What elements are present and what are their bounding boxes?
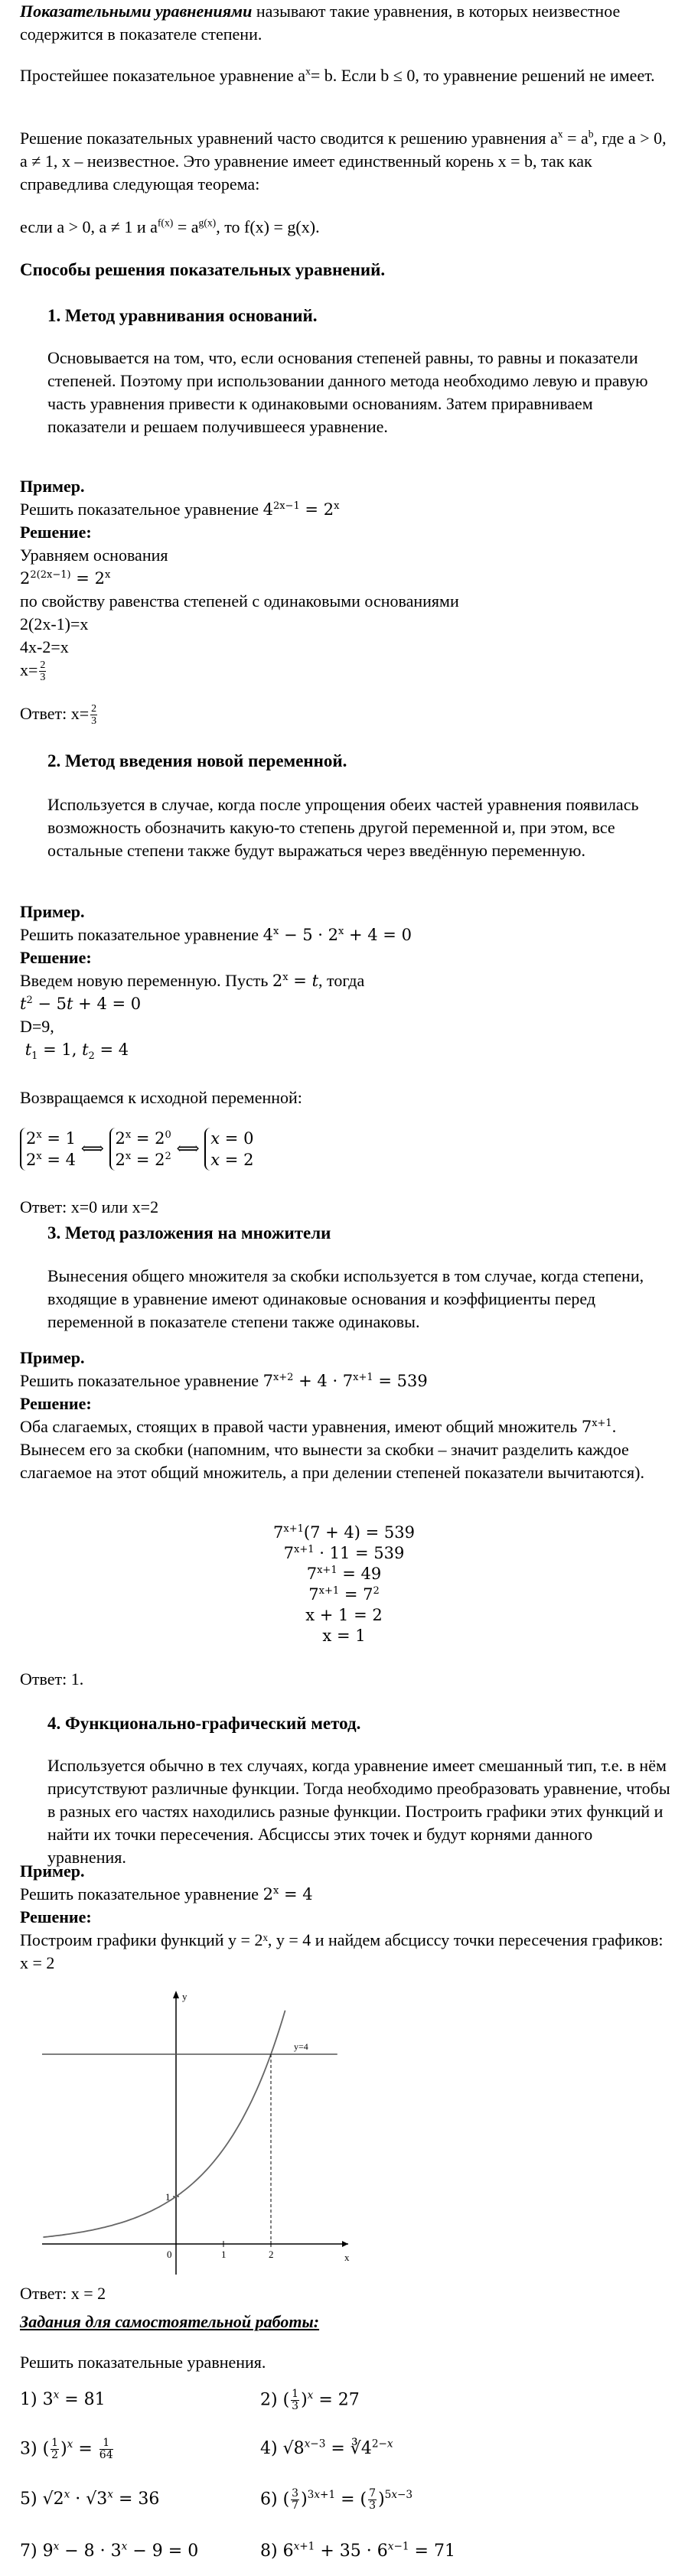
simplest-text-b: = b. Если b ≤ 0, то уравнение решений не имеет. [310, 66, 655, 85]
method1-heading: 1. Метод уравнивания оснований. [47, 306, 318, 325]
theorem-line: если a > 0, a ≠ 1 и $a^{f(x)} = a^{g(x)}$, то f(x) = g(x). [20, 217, 320, 236]
method4-equation: $2^x = 4$ [262, 1885, 313, 1904]
method3-line1: $7^{x+1}(7 + 4) = 539$ [273, 1523, 415, 1542]
method3-equation: $7^{x+2} + 4 \cdot 7^{x+1} = 539$ [262, 1372, 428, 1390]
method3-example-label: Пример. [20, 1348, 85, 1367]
method3-task-text: Решить показательное уравнение [20, 1371, 263, 1390]
simplest-text-a: Простейшее показательное уравнение a [20, 66, 306, 85]
method2-step1: Введем новую переменную. Пусть $2^x = t$, тогда [20, 971, 365, 990]
method3-expl-2: . Вынесем его за скобки (напомним, что вынести за скобки – значит разделить каждое слагаемое на этот общий множитель, а при делении степеней показатели вычитаются). [20, 1417, 644, 1482]
method3-line6: x = 1 [322, 1627, 366, 1645]
method2-answer: Ответ: x=0 или x=2 [20, 1197, 159, 1216]
reduce-paragraph: Решение показательных уравнений часто сводится к решению уравнения $a^x = a^b$, где a > 0, a ≠ 1, x – неизвестное. Это уравнение имеет единственный корень x = b, так как справедлива следующая теорема: [20, 128, 667, 194]
exercise-4: 4) $√8^{x-3}$ = $∛4^{2-x}$ [260, 2438, 393, 2458]
method3-solution-label: Решение: [20, 1394, 92, 1413]
term: Показательными уравнениями [20, 2, 253, 21]
exercise-3: 3) ( $\frac{1}{2}$ )$^x$ = $\frac{1}{64}$ [20, 2437, 113, 2461]
y-axis-label: y [182, 1991, 187, 2002]
method1-description: Основывается на том, что, если основания степеней равны, то равны и показатели степеней. Поэтому при использовании данного метода необходимо левую и правую часть уравнения привести к одинаковыми основаниям. Затем приравниваем показатели и решаем получившееся уравнение. [47, 348, 648, 436]
method1-example-label: Пример. [20, 477, 85, 496]
method1-step2: $2^{2(2x-1)} = 2^x$ [20, 569, 111, 588]
method1-step6-text: x= [20, 660, 38, 679]
method2-task [20, 923, 674, 946]
origin-label: 0 [167, 2249, 172, 2260]
practice-title: Задания для самостоятельной работы: [20, 2312, 320, 2331]
reduce-text-2: = a [562, 129, 589, 148]
theorem-text-3: , то f(x) = g(x). [216, 217, 320, 236]
exercise-7: 7) $9^x - 8 \cdot 3^x - 9 = 0$ [20, 2540, 199, 2561]
x-tick-label-1: 1 [221, 2249, 227, 2260]
method2-step1-tail: , тогда [318, 971, 365, 990]
definition-paragraph [20, 0, 674, 46]
simplest-paragraph: Простейшее показательное уравнение $a^x= b$. Если b ≤ 0, то уравнение решений не имеет. [20, 65, 655, 85]
method2-step2: $t^2 - 5t + 4 = 0$ [20, 995, 142, 1013]
reduce-text-3: , где a > 0, a ≠ 1, x – неизвестное. Это уравнение имеет единственный корень x = b, так как справедлива следующая теорема: [20, 129, 667, 194]
method3-answer: Ответ: 1. [20, 1669, 84, 1689]
method4-task [20, 1883, 674, 1906]
method2-step4: $t_1 = 1$, $t_2 = 4$ [24, 1040, 129, 1063]
method1-task [20, 498, 674, 521]
method2-solution-label: Решение: [20, 948, 92, 967]
method2-step1-text: Введем новую переменную. Пусть [20, 971, 272, 990]
method3-description: Вынесения общего множителя за скобки используется в том случае, когда степени, входящие в уравнение имеют одинаковые основания и коэффициенты перед переменной в показателе степени также одинаковы. [47, 1266, 644, 1331]
exercise-1: 1) $3^x = 81$ [20, 2389, 106, 2409]
method3-line2: $7^{x+1} \cdot 11 = 539$ [283, 1544, 405, 1562]
method1-step3: по свойству равенства степеней с одинаковыми основаниями [20, 591, 459, 611]
method4-plot-text: Построим графики функций y = 2ˣ, y = 4 и найдем абсциссу точки пересечения графиков: x = 2 [20, 1930, 664, 1972]
x-tick-label-2: 2 [269, 2249, 274, 2260]
y-axis-arrow [173, 1991, 179, 1998]
method2-description: Используется в случае, когда после упрощения обеих частей уравнения появилась возможность обозначить какую-то степень другой переменной и, при этом, все остальные степени также будут выражаться через введённую переменную. [47, 795, 639, 860]
y-tick-label-1: 1 [165, 2191, 171, 2203]
method2-back: Возвращаемся к исходной переменной: [20, 1088, 302, 1107]
method3-expl-1: Оба слагаемых, стоящих в правой части уравнения, имеют общий множитель [20, 1417, 582, 1436]
method1-step5: 4x-2=x [20, 637, 69, 656]
method3-line5: x + 1 = 2 [305, 1606, 383, 1624]
method1-step1: Уравняем основания [20, 545, 168, 565]
practice-heading [20, 2311, 674, 2333]
method1-solution-label: Решение: [20, 523, 92, 542]
reduce-text-1: Решение показательных уравнений часто сводится к решению уравнения a [20, 129, 558, 148]
method4-description: Используется обычно в тех случаях, когда уравнение имеет смешанный тип, т.е. в нём присутствуют различные функции. Тогда необходимо преобразовать уравнение, чтобы в разных его частях находились разные функции. Построить графики этих функций и найти их точки пересечения. Абсциссы этих точек и будут корнями данного уравнения. [47, 1756, 670, 1867]
method2-heading: 2. Метод введения новой переменной. [47, 751, 347, 770]
method1-task-text: Решить показательное уравнение [20, 500, 263, 519]
method3-line4: $7^{x+1} = 7^2$ [308, 1585, 380, 1604]
methods-heading: Способы решения показательных уравнений. [20, 260, 386, 279]
exercise-6: 6) ( $\frac{3}{7}$ )$^{3x+1}$ = ( $\frac{7}{3}$ )$^{5x-3}$ [260, 2487, 413, 2512]
method3-heading: 3. Метод разложения на множители [47, 1223, 331, 1242]
theorem-text-1: если a > 0, a ≠ 1 и a [20, 217, 158, 236]
method1-equation: $4^{2x-1} = 2^x$ [262, 500, 340, 519]
x-axis-arrow [342, 2241, 348, 2247]
method3-task [20, 1369, 674, 1392]
method4-solution-label: Решение: [20, 1907, 92, 1926]
method1-answer-text: Ответ: x= [20, 704, 90, 723]
function-graph [42, 1988, 356, 2278]
method3-explanation: Оба слагаемых, стоящих в правой части уравнения, имеют общий множитель $7^{x+1}$. Вынесем его за скобки (напомним, что вынести за скобки – значит разделить каждое слагаемое на этот общий множитель, а при делении степеней показатели вычитаются). [20, 1417, 644, 1482]
practice-intro: Решить показательные уравнения. [20, 2353, 266, 2372]
method1-answer: Ответ: x= $\frac{2}{3}$ [20, 703, 97, 728]
theorem-text-2: = a [173, 217, 199, 236]
curve-y-2x [43, 2011, 285, 2237]
method3-line3: $7^{x+1} = 49$ [306, 1565, 382, 1583]
method2-system: $2^x = 1$ $2^x = 4$ ⟺ $2^x = 2^0$ $2^x = 2^2$ ⟺ x = 0 x = 2 [20, 1128, 674, 1178]
method2-equation: $4^x - 5 \cdot 2^x + 4 = 0$ [262, 926, 412, 944]
method4-answer: Ответ: x = 2 [20, 2284, 106, 2303]
exercise-5: 5) $√2^x \cdot √3^x = 36$ [20, 2488, 160, 2509]
method4-example-label: Пример. [20, 1861, 85, 1881]
method2-example-label: Пример. [20, 902, 85, 921]
x-axis-label: x [344, 2252, 350, 2263]
method1-step6: x= $\frac{2}{3}$ [20, 659, 46, 684]
method1-step4: 2(2x-1)=x [20, 614, 89, 633]
exercise-8: 8) $6^{x+1} + 35 \cdot 6^{x-1} = 71$ [260, 2540, 455, 2561]
method2-step3: D=9, [20, 1017, 54, 1036]
method4-task-text: Решить показательное уравнение [20, 1884, 263, 1904]
method4-heading: 4. Функционально-графический метод. [47, 1714, 361, 1733]
definition-text: называют такие уравнения, в которых неизвестное содержится в показателе степени. [20, 2, 621, 44]
exercise-2: 2) ( $\frac{1}{3}$ )$^x$ = 27 [260, 2388, 360, 2412]
method2-task-text: Решить показательное уравнение [20, 925, 263, 944]
line-label: y=4 [294, 2041, 308, 2052]
